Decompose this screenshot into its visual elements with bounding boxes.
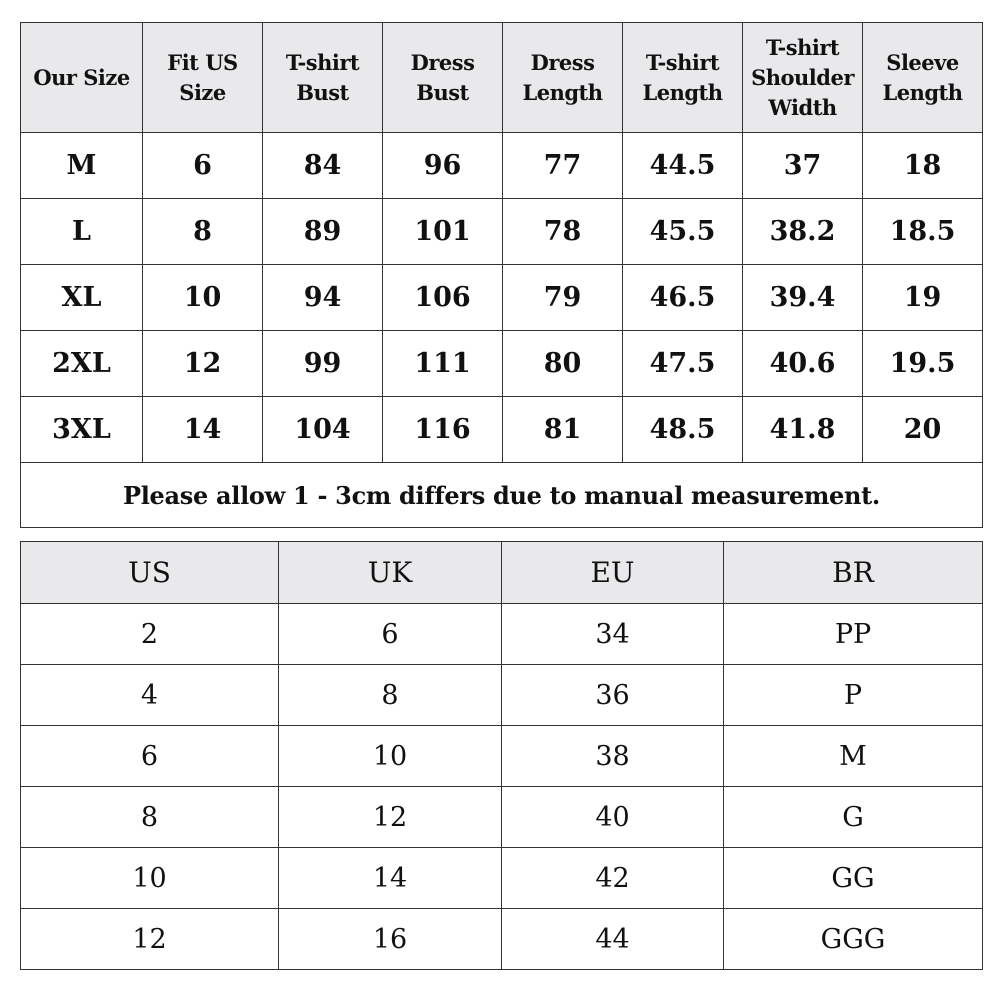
table-row (21, 787, 983, 848)
table-cell: 6 (279, 604, 502, 665)
note-row (21, 463, 983, 528)
table-row (21, 726, 983, 787)
table-cell: 38.2 (743, 199, 863, 265)
table-cell: 44.5 (623, 133, 743, 199)
table-cell: 77 (503, 133, 623, 199)
header-cell-dress-length: Dress Length (503, 23, 623, 133)
size-chart-table (20, 22, 983, 528)
table-row (21, 133, 983, 199)
header-cell-sleeve-length: Sleeve Length (863, 23, 983, 133)
table-row (21, 848, 983, 909)
header-cell-uk: UK (279, 542, 502, 604)
table-cell: G (724, 787, 983, 848)
table-cell: 38 (502, 726, 724, 787)
table-cell: 20 (863, 397, 983, 463)
table-cell: 2XL (21, 331, 143, 397)
header-cell-tshirt-length: T-shirt Length (623, 23, 743, 133)
table-cell: 111 (383, 331, 503, 397)
table-cell: 48.5 (623, 397, 743, 463)
header-cell-br: BR (724, 542, 983, 604)
table-row (21, 265, 983, 331)
measurement-note: Please allow 1 - 3cm differs due to manual measurement. (21, 463, 983, 528)
table-cell: 79 (503, 265, 623, 331)
table-cell: 10 (143, 265, 263, 331)
conversion-header-row (21, 542, 983, 604)
table-cell: 36 (502, 665, 724, 726)
table-cell: GGG (724, 909, 983, 970)
table-cell: 16 (279, 909, 502, 970)
table-cell: 45.5 (623, 199, 743, 265)
table-cell: 94 (263, 265, 383, 331)
table-row (21, 604, 983, 665)
table-cell: 80 (503, 331, 623, 397)
table-cell: 6 (21, 726, 279, 787)
table-cell: 89 (263, 199, 383, 265)
table-cell: 46.5 (623, 265, 743, 331)
table-cell: 8 (143, 199, 263, 265)
table-cell: 10 (279, 726, 502, 787)
table-cell: 37 (743, 133, 863, 199)
table-cell: 116 (383, 397, 503, 463)
table-cell: 8 (279, 665, 502, 726)
table-cell: 12 (21, 909, 279, 970)
table-cell: 12 (143, 331, 263, 397)
table-cell: 40.6 (743, 331, 863, 397)
table-cell: 12 (279, 787, 502, 848)
header-cell-tshirt-bust: T-shirt Bust (263, 23, 383, 133)
table-cell: 78 (503, 199, 623, 265)
table-cell: 18 (863, 133, 983, 199)
table-cell: 40 (502, 787, 724, 848)
table-cell: 14 (279, 848, 502, 909)
table-cell: 47.5 (623, 331, 743, 397)
header-cell-tshirt-shoulder-width: T-shirt Shoulder Width (743, 23, 863, 133)
header-cell-fit-us-size: Fit US Size (143, 23, 263, 133)
table-row (21, 199, 983, 265)
table-cell: 10 (21, 848, 279, 909)
table-cell: 4 (21, 665, 279, 726)
table-cell: 41.8 (743, 397, 863, 463)
table-cell: 104 (263, 397, 383, 463)
table-row (21, 331, 983, 397)
table-cell: 2 (21, 604, 279, 665)
header-cell-us: US (21, 542, 279, 604)
header-cell-dress-bust: Dress Bust (383, 23, 503, 133)
table-cell: P (724, 665, 983, 726)
table-cell: 44 (502, 909, 724, 970)
table-cell: 14 (143, 397, 263, 463)
size-header-row (21, 23, 983, 133)
table-row (21, 397, 983, 463)
table-cell: 42 (502, 848, 724, 909)
table-cell: 18.5 (863, 199, 983, 265)
table-cell: 19.5 (863, 331, 983, 397)
table-cell: M (21, 133, 143, 199)
table-row (21, 909, 983, 970)
size-conversion-table (20, 541, 983, 970)
table-cell: 81 (503, 397, 623, 463)
table-cell: 19 (863, 265, 983, 331)
table-cell: 8 (21, 787, 279, 848)
table-cell: L (21, 199, 143, 265)
table-cell: PP (724, 604, 983, 665)
table-cell: 99 (263, 331, 383, 397)
table-cell: 6 (143, 133, 263, 199)
table-cell: 101 (383, 199, 503, 265)
header-cell-our-size: Our Size (21, 23, 143, 133)
table-cell: 96 (383, 133, 503, 199)
table-cell: GG (724, 848, 983, 909)
table-cell: M (724, 726, 983, 787)
table-cell: 39.4 (743, 265, 863, 331)
table-row (21, 665, 983, 726)
table-cell: 3XL (21, 397, 143, 463)
table-cell: 106 (383, 265, 503, 331)
header-cell-eu: EU (502, 542, 724, 604)
table-cell: 34 (502, 604, 724, 665)
table-cell: XL (21, 265, 143, 331)
table-cell: 84 (263, 133, 383, 199)
